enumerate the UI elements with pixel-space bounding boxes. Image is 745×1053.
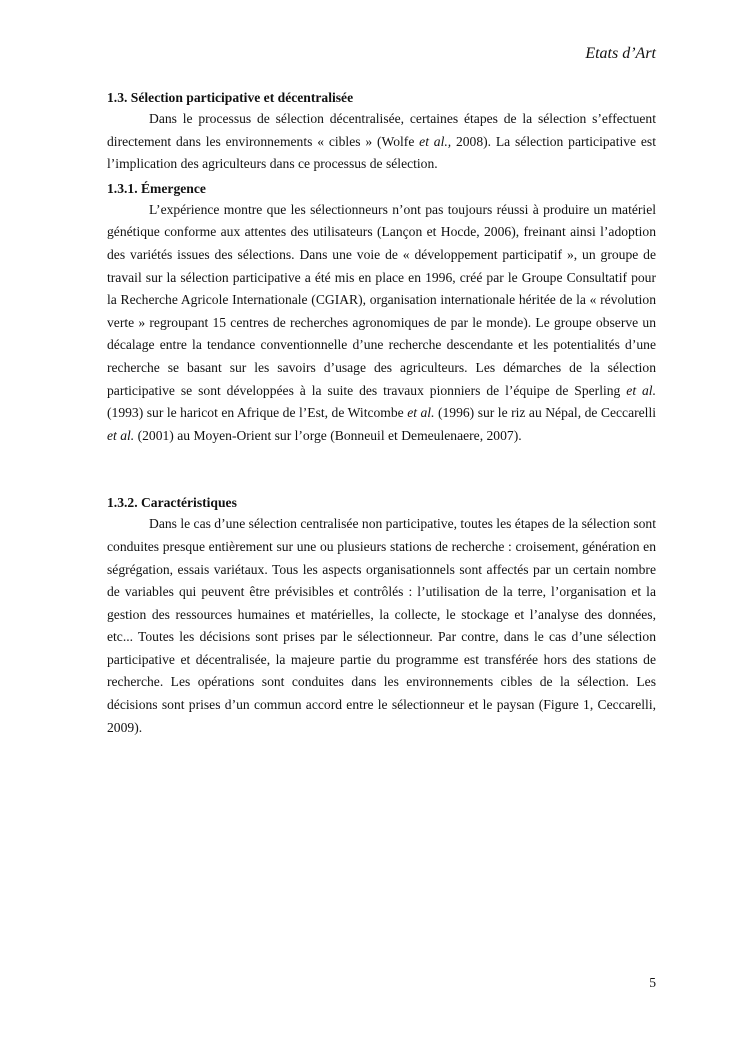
italic-run: et al. (626, 382, 656, 398)
italic-run: et al., (419, 133, 452, 149)
italic-run: et al. (407, 405, 435, 421)
paragraph-1-3-2: Dans le cas d’une sélection centralisée non participative, toutes les étapes de la sélection sont conduites presque entièrement sur une ou plusieurs stations de recherche : croisement, génération en ségrégation, essais variétaux. Tous les aspects organisationnels sont affectés par un certain nombre de variables qui peuvent être prévisibles et contrôlés : l’utilisation de la terre, l’organisation et la gestion des ressources humaines et matérielles, la collecte, le stockage et l’analyse des données, etc... Toutes les décisions sont prises par le sélectionneur. Par contre, dans le cas d’une sélection participative et décentralisée, la majeure partie du programme est transférée hors des stations de recherche. Les opérations sont conduites dans les environnements cibles de la sélection. Les décisions sont prises d’un commun accord entre le sélectionneur et le paysan (Figure 1, Ceccarelli, 2009). (107, 516, 656, 735)
section-1-3 (107, 88, 656, 176)
paragraph-1-3 (107, 108, 656, 176)
section-heading-1-3: 1.3. Sélection participative et décentralisée (107, 90, 354, 105)
page-number: 5 (649, 975, 656, 990)
text-run: Dans le processus de sélection décentralisée, certaines étapes de la sélection s’effectuent directement dans les environnements « cibles » (Wolfe (107, 111, 656, 149)
text-run: (1993) sur le haricot en Afrique de l’Est, de Witcombe (107, 405, 408, 421)
document-body (107, 88, 656, 739)
text-run: 2008). La sélection participative est l’implication des agriculteurs dans ce processus de sélection. (107, 133, 656, 172)
text-run: L’expérience montre que les sélectionneurs n’ont pas toujours réussi à produire un matériel génétique conforme aux attentes des utilisateurs (Lançon et Hocde, 2006), freinant ainsi l’adoption des variétés issues des sélections. Dans une voie de « développement participatif », un groupe de travail sur la sélection participative a été mis en place en 1996, créé par le Groupe Consultatif pour la Recherche Agricole Internationale (CGIAR), organisation internationale héritée de la « révolution verte » regroupant 15 centres de recherches agronomiques de par le monde). Le groupe observe un décalage entre la tendance conventionnelle d’une recherche descendante et les potentialités d’une recherche se basant sur les savoirs d’usage des agriculteurs. Les démarches de la sélection participative se sont développées à la suite des travaux pionniers de l’équipe de Sperling (107, 201, 656, 398)
section-1-3-2 (107, 493, 656, 739)
section-1-3-1 (107, 179, 656, 448)
paragraph-1-3-1 (107, 199, 656, 448)
section-heading-1-3-1: 1.3.1. Émergence (107, 180, 206, 196)
running-header: Etats d’Art (585, 45, 656, 62)
italic-run: et al. (107, 427, 135, 443)
text-run: (2001) au Moyen-Orient sur l’orge (Bonneuil et Demeulenaere, 2007). (134, 427, 522, 443)
section-heading-1-3-2: 1.3.2. Caractéristiques (107, 495, 237, 511)
text-run: (1996) sur le riz au Népal, de Ceccarelli (434, 405, 656, 421)
